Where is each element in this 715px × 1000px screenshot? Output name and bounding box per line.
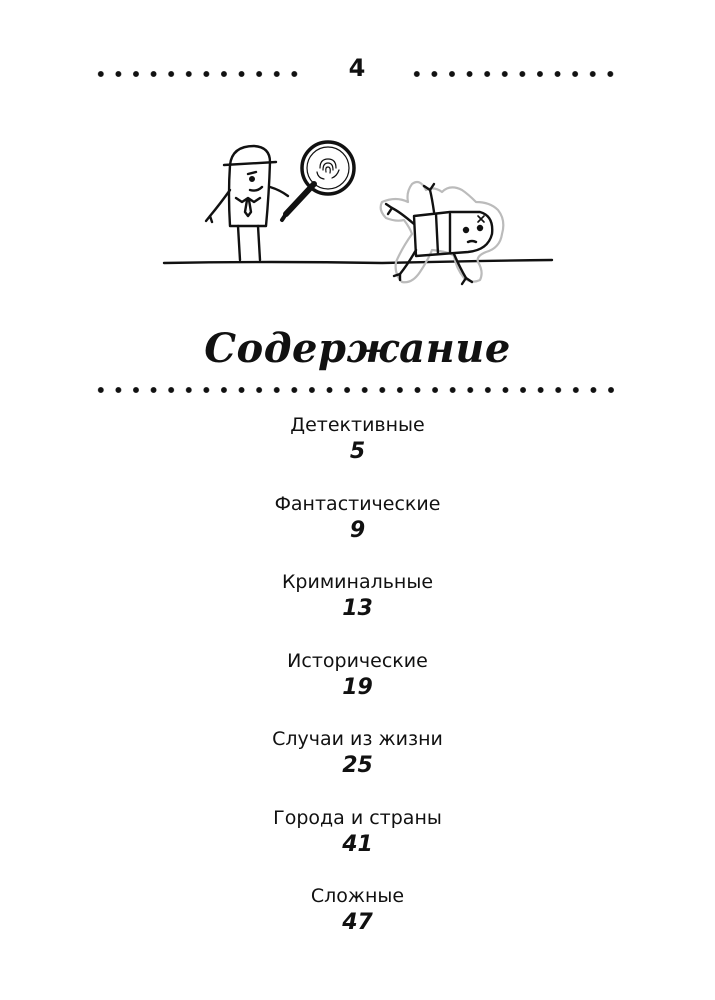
toc-entry-label: Фантастические — [274, 492, 441, 515]
toc-entry-fantastic[interactable] — [0, 491, 715, 570]
toc-entry-page: 41 — [342, 831, 373, 857]
toc-entry-label: Криминальные — [281, 571, 434, 593]
toc-list — [0, 412, 715, 962]
toc-entry-detective[interactable] — [0, 412, 715, 491]
toc-entry-page: 9 — [349, 517, 366, 543]
dotted-divider — [92, 386, 624, 394]
toc-entry-complex[interactable] — [0, 883, 715, 962]
toc-entry-label: Сложные — [310, 885, 405, 907]
toc-entry-historical[interactable] — [0, 648, 715, 727]
toc-entry-page: 5 — [349, 439, 366, 464]
toc-entry-label: Исторические — [287, 649, 428, 672]
page-header — [0, 52, 715, 92]
toc-entry-label: Детективные — [290, 414, 425, 436]
toc-entry-label: Города и страны — [273, 806, 442, 829]
toc-entry-criminal[interactable] — [0, 569, 715, 648]
toc-entry-page: 47 — [342, 910, 373, 935]
toc-entry-page: 25 — [342, 753, 373, 778]
toc-entry-page: 19 — [342, 674, 373, 700]
detective-with-magnifier-icon — [150, 132, 565, 302]
toc-entry-label: Случаи из жизни — [272, 728, 443, 750]
toc-entry-life-cases[interactable] — [0, 726, 715, 805]
toc-entry-page: 13 — [342, 596, 373, 621]
toc-entry-cities-countries[interactable] — [0, 805, 715, 884]
page-number: 4 — [348, 54, 366, 82]
dotted-divider-right — [408, 70, 624, 78]
dotted-divider-left — [92, 70, 308, 78]
toc-title: Содержание — [204, 325, 511, 372]
